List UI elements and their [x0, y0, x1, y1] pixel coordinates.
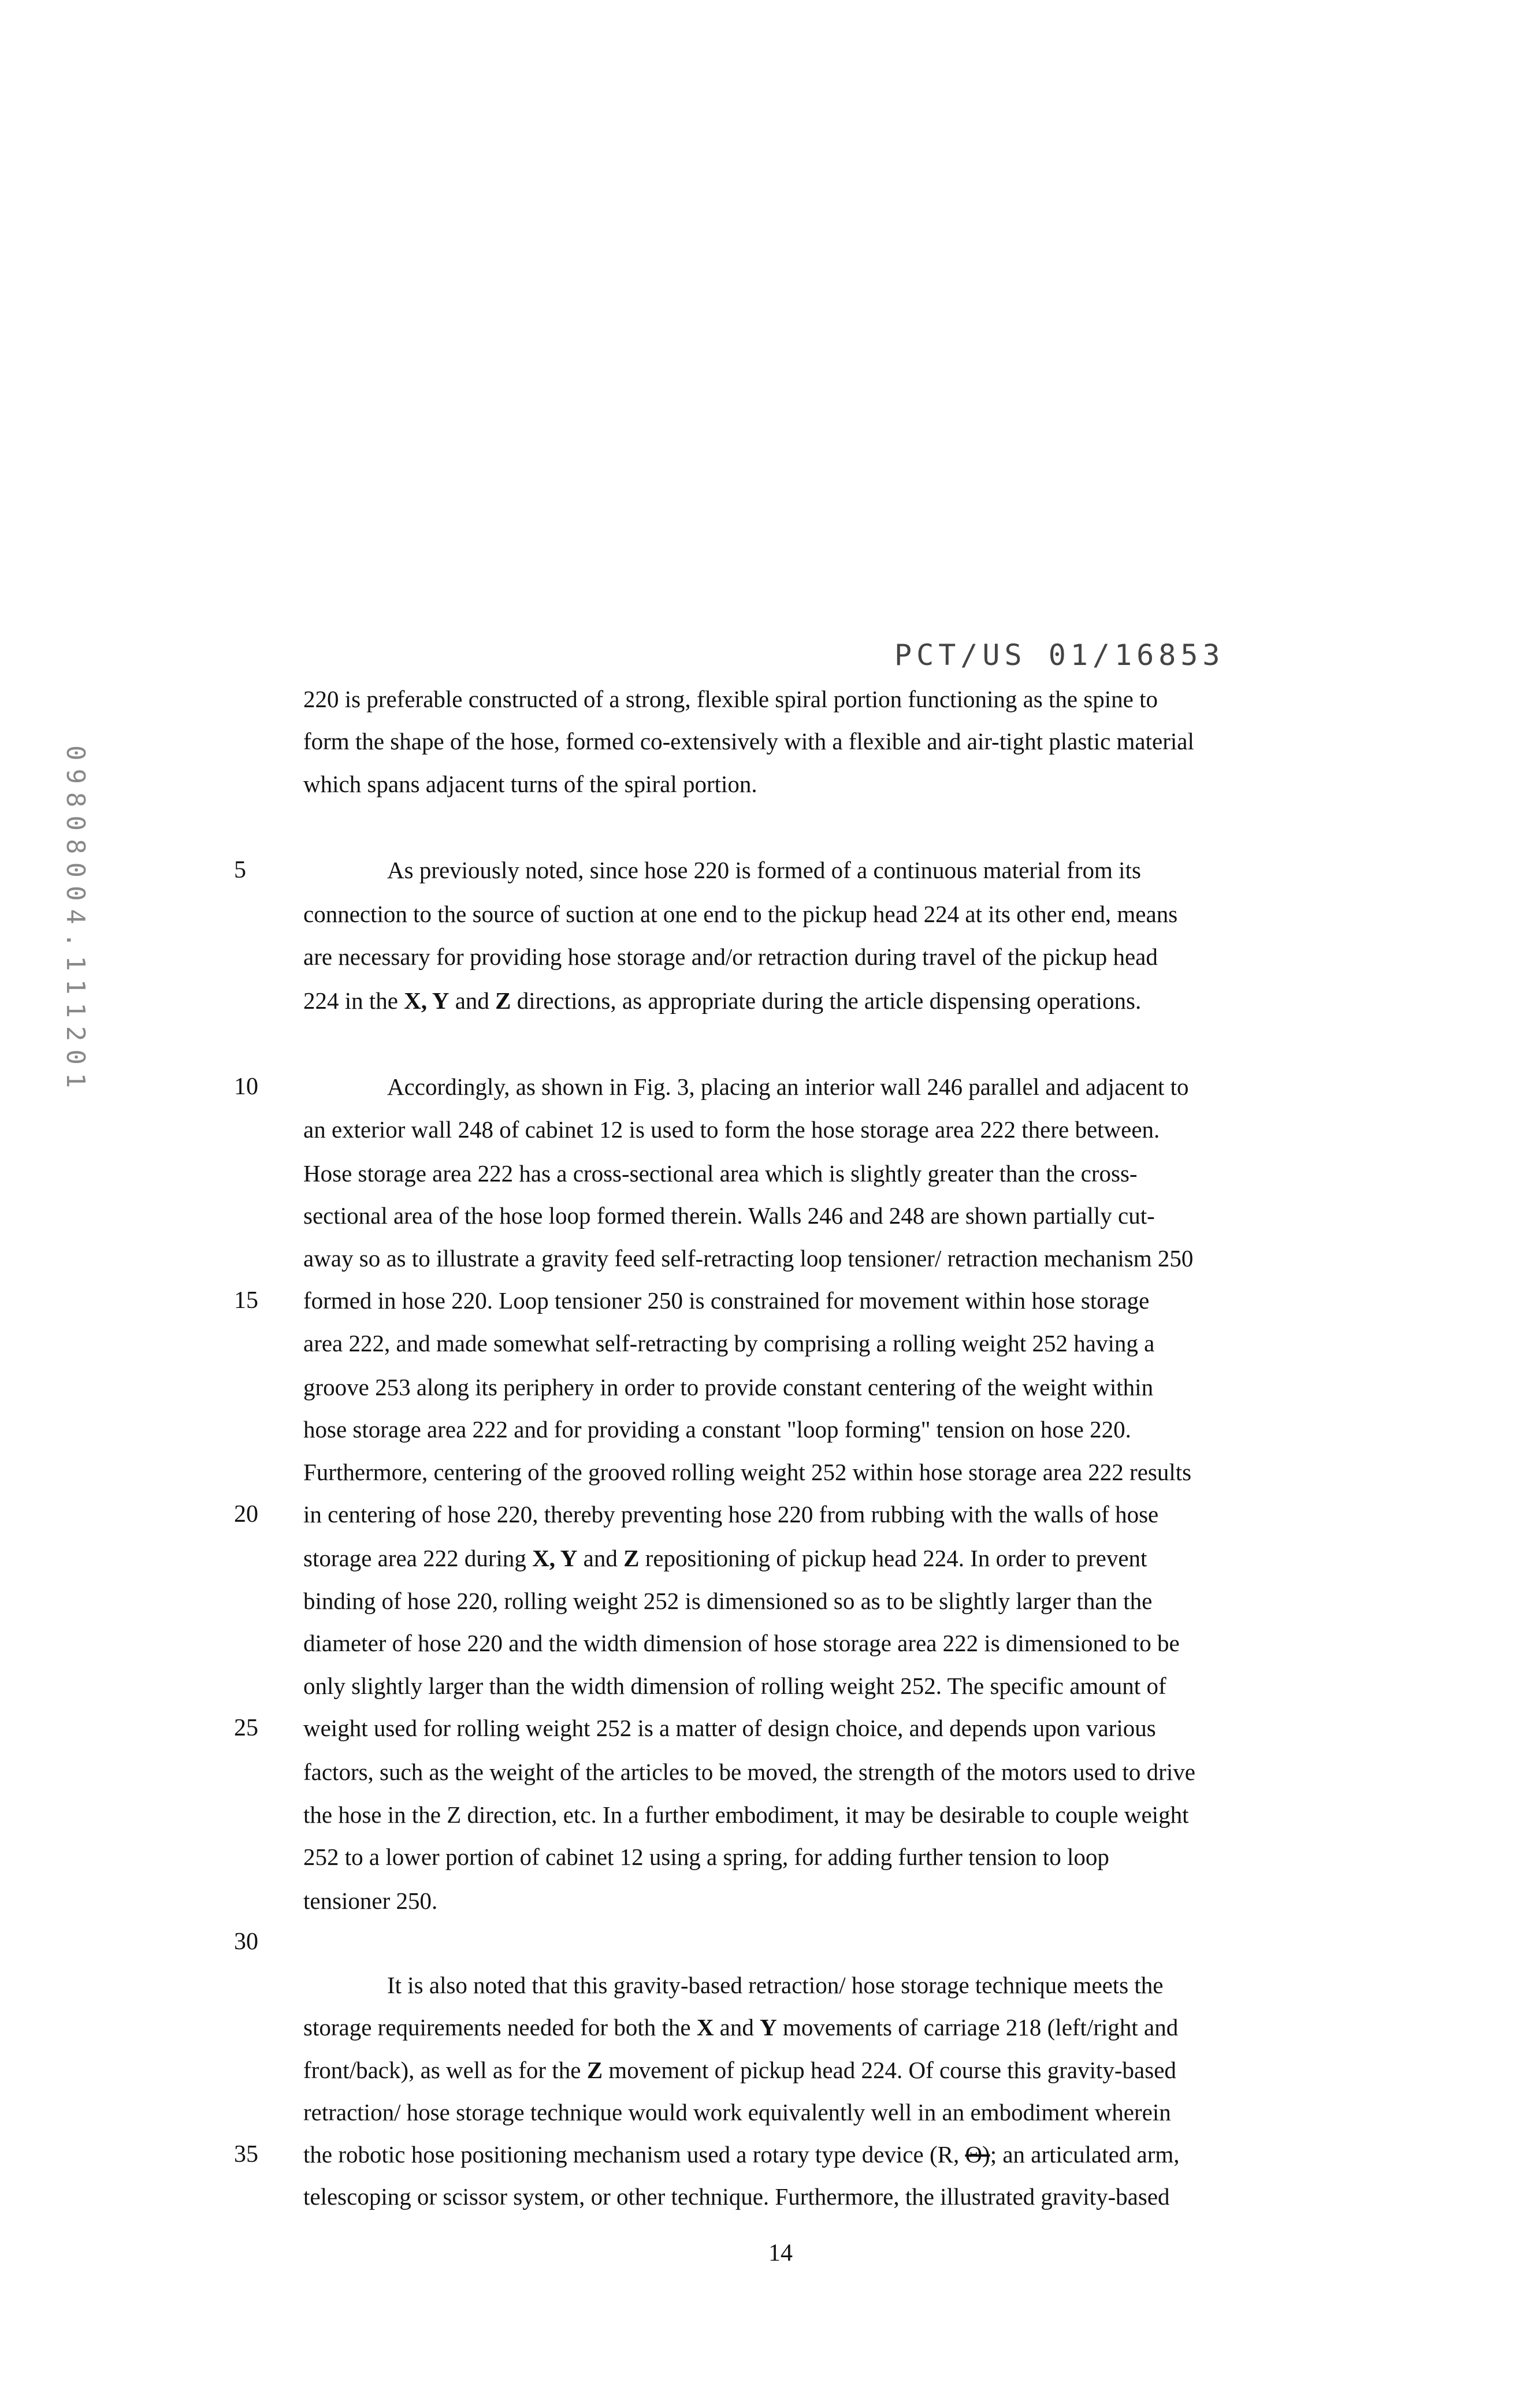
text-line: [303, 2053, 1176, 2087]
text-line: [387, 853, 1141, 887]
line-number: 20: [234, 1497, 258, 1532]
text-segment: and: [714, 2014, 760, 2041]
text-segment: X: [697, 2014, 714, 2041]
text-line: [303, 2095, 1171, 2130]
text-segment: groove 253 along its periphery in order to provide constant centering of the weight within: [303, 1374, 1153, 1400]
text-segment: telescoping or scissor system, or other technique. Furthermore, the illustrated gravity-based: [303, 2183, 1170, 2210]
text-segment: area 222, and made somewhat self-retracting by comprising a rolling weight 252 having a: [303, 1330, 1154, 1357]
line-number: 35: [234, 2137, 258, 2172]
text-line: [303, 897, 1177, 931]
text-line: [303, 983, 1141, 1018]
text-line: [303, 1883, 437, 1918]
text-segment: retraction/ hose storage technique would work equivalently well in an embodiment wherein: [303, 2099, 1171, 2125]
margin-stamp: 09808004.111201: [61, 745, 90, 1096]
line-number: 10: [234, 1069, 258, 1104]
text-segment: Furthermore, centering of the grooved rolling weight 252 within hose storage area 222 results: [303, 1459, 1191, 1485]
text-segment: form the shape of the hose, formed co-extensively with a flexible and air-tight plastic material: [303, 728, 1194, 755]
text-line: [303, 724, 1194, 759]
text-segment: storage requirements needed for both the: [303, 2014, 697, 2041]
text-line: [303, 1455, 1191, 1489]
text-segment: storage area 222 during: [303, 1545, 532, 1571]
text-segment: diameter of hose 220 and the width dimension of hose storage area 222 is dimensioned to be: [303, 1630, 1180, 1656]
text-line: [303, 939, 1158, 974]
text-line: [303, 1198, 1155, 1233]
text-segment: ; an articulated arm,: [990, 2141, 1180, 2168]
line-number: 5: [234, 853, 246, 887]
text-segment: the hose in the Z direction, etc. In a further embodiment, it may be desirable to couple weight: [303, 1801, 1188, 1828]
text-segment: factors, such as the weight of the articles to be moved, the strength of the motors used to drive: [303, 1759, 1195, 1785]
text-segment: Z: [495, 987, 511, 1014]
text-segment: weight used for rolling weight 252 is a matter of design choice, and depends upon various: [303, 1715, 1156, 1741]
text-line: [303, 1326, 1154, 1361]
text-segment: connection to the source of suction at one end to the pickup head 224 at its other end, means: [303, 901, 1177, 927]
text-line: [303, 1626, 1180, 1660]
text-line: [303, 1711, 1156, 1745]
text-line: [303, 1584, 1152, 1618]
line-number: 15: [234, 1283, 258, 1318]
text-segment: which spans adjacent turns of the spiral portion.: [303, 771, 757, 797]
text-segment: only slightly larger than the width dimension of rolling weight 252. The specific amount of: [303, 1673, 1166, 1699]
text-line: [303, 1412, 1131, 1447]
text-line: [303, 1241, 1193, 1276]
text-segment: movements of carriage 218 (left/right and: [777, 2014, 1178, 2041]
text-segment: and: [577, 1545, 623, 1571]
text-segment: and: [449, 987, 495, 1014]
page-number: 14: [768, 2239, 793, 2267]
line-number: 25: [234, 1711, 258, 1745]
text-segment: in centering of hose 220, thereby preventing hose 220 from rubbing with the walls of hose: [303, 1501, 1158, 1528]
text-segment: tensioner 250.: [303, 1887, 437, 1914]
text-line: [303, 767, 757, 801]
text-segment: 252 to a lower portion of cabinet 12 using a spring, for adding further tension to loop: [303, 1844, 1109, 1870]
line-number: 30: [234, 1924, 258, 1959]
text-segment: Z: [623, 1545, 639, 1571]
text-line: [303, 1840, 1109, 1874]
application-number-header: PCT/US 01/16853: [894, 638, 1225, 672]
text-line: [303, 1797, 1188, 1832]
text-segment: Y: [760, 2014, 777, 2041]
text-segment: hose storage area 222 and for providing a constant "loop forming" tension on hose 220.: [303, 1416, 1131, 1443]
text-segment: an exterior wall 248 of cabinet 12 is used to form the hose storage area 222 there between.: [303, 1116, 1160, 1143]
text-line: [303, 1112, 1160, 1147]
text-segment: movement of pickup head 224. Of course this gravity-based: [603, 2057, 1176, 2083]
text-line: [303, 1370, 1153, 1404]
text-segment: 220 is preferable constructed of a strong, flexible spiral portion functioning as the spine to: [303, 686, 1158, 712]
text-line: [303, 2010, 1178, 2045]
text-line: [387, 1069, 1189, 1104]
text-segment: sectional area of the hose loop formed therein. Walls 246 and 248 are shown partially cut-: [303, 1202, 1155, 1229]
text-line: [303, 1283, 1149, 1318]
text-line: [387, 1968, 1164, 2002]
text-segment: Hose storage area 222 has a cross-sectional area which is slightly greater than the cross-: [303, 1160, 1138, 1187]
text-segment: the robotic hose positioning mechanism used a rotary type device (R,: [303, 2141, 965, 2168]
text-segment: X, Y: [532, 1545, 577, 1571]
text-line: [303, 1668, 1166, 1703]
text-line: [303, 682, 1158, 716]
text-line: [303, 1156, 1138, 1191]
text-segment: Z: [587, 2057, 603, 2083]
text-segment: away so as to illustrate a gravity feed self-retracting loop tensioner/ retraction mechanism 250: [303, 1245, 1193, 1272]
text-line: [303, 2179, 1170, 2214]
text-segment: Θ): [965, 2141, 990, 2168]
text-segment: directions, as appropriate during the article dispensing operations.: [511, 987, 1142, 1014]
text-segment: formed in hose 220. Loop tensioner 250 is constrained for movement within hose storage: [303, 1287, 1149, 1314]
text-line: [303, 1755, 1195, 1789]
text-segment: front/back), as well as for the: [303, 2057, 587, 2083]
text-segment: 224 in the: [303, 987, 404, 1014]
text-segment: It is also noted that this gravity-based retraction/ hose storage technique meets the: [387, 1972, 1164, 1998]
text-segment: are necessary for providing hose storage and/or retraction during travel of the pickup head: [303, 943, 1158, 970]
text-segment: X, Y: [404, 987, 449, 1014]
text-line: [303, 1497, 1158, 1532]
text-segment: Accordingly, as shown in Fig. 3, placing an interior wall 246 parallel and adjacent to: [387, 1073, 1189, 1100]
text-segment: binding of hose 220, rolling weight 252 is dimensioned so as to be slightly larger than the: [303, 1588, 1152, 1614]
text-segment: As previously noted, since hose 220 is formed of a continuous material from its: [387, 857, 1141, 883]
text-line: [303, 2137, 1180, 2172]
text-segment: repositioning of pickup head 224. In order to prevent: [639, 1545, 1147, 1571]
text-line: [303, 1541, 1147, 1575]
